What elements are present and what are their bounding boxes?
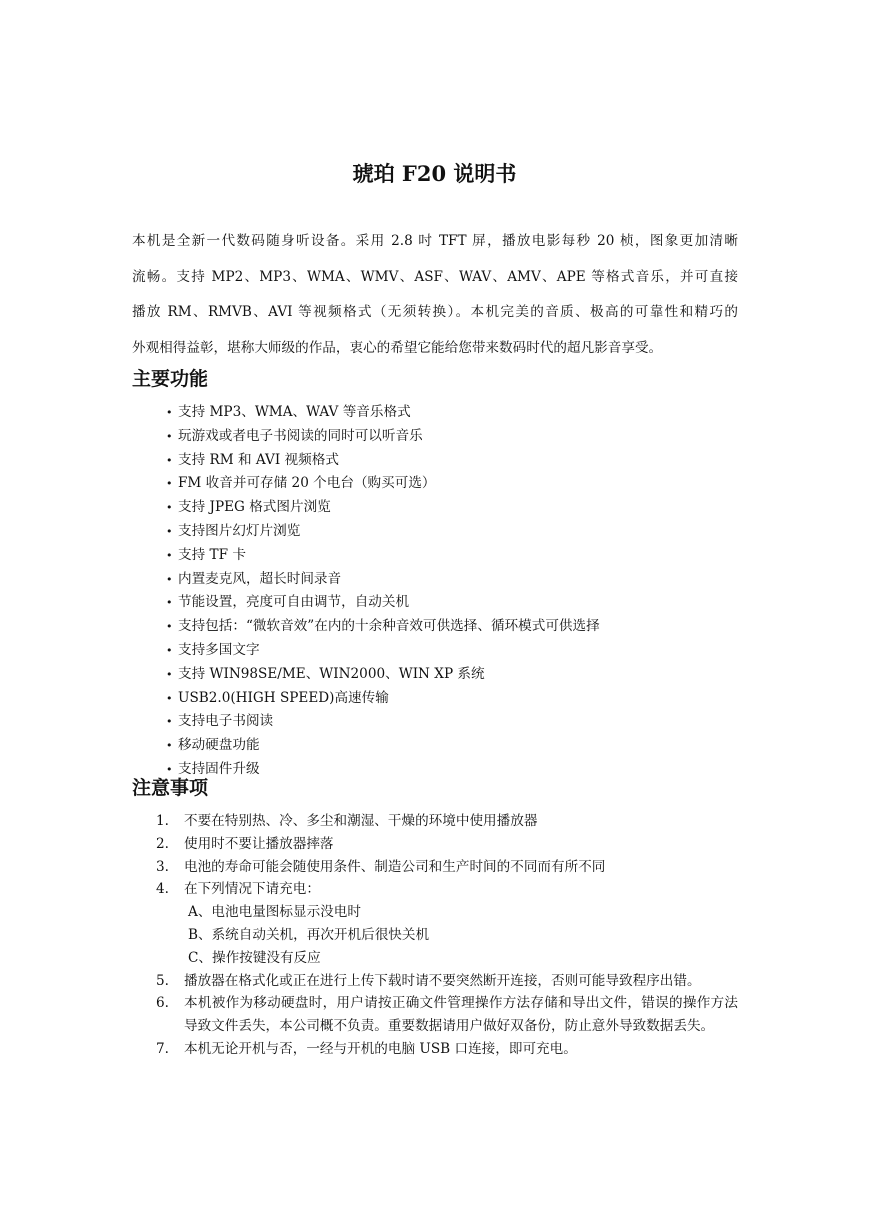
bullet-icon: • xyxy=(166,453,173,467)
bullet-icon: • xyxy=(166,762,173,776)
intro-line: 流畅。支持 MP2、MP3、WMA、WMV、ASF、WAV、AMV、APE 等格式音乐，并可直接 xyxy=(132,268,738,285)
feature-text: 支持包括：“微软音效”在内的十余种音效可供选择、循环模式可供选择 xyxy=(178,618,600,635)
notes-heading: 注意事项 xyxy=(132,777,209,799)
feature-item xyxy=(166,568,600,592)
feature-item xyxy=(166,496,600,520)
feature-item xyxy=(166,710,600,734)
note-item xyxy=(152,810,738,833)
feature-text: 支持 JPEG 格式图片浏览 xyxy=(178,499,331,516)
feature-item xyxy=(166,734,600,758)
feature-item xyxy=(166,687,600,711)
note-text: 本机无论开机与否，一经与开机的电脑 USB 口连接，即可充电。 xyxy=(184,1040,577,1057)
bullet-icon: • xyxy=(166,667,173,681)
intro-line: 外观相得益彰，堪称大师级的作品，衷心的希望它能给您带来数码时代的超凡影音享受。 xyxy=(132,339,663,356)
feature-item xyxy=(166,401,600,425)
feature-text: 支持 RM 和 AVI 视频格式 xyxy=(178,451,339,468)
note-item xyxy=(152,970,738,993)
intro-line: 本机是全新一代数码随身听设备。采用 2.8 吋 TFT 屏，播放电影每秒 20 桢，图象更加清晰 xyxy=(132,233,738,249)
feature-text: 支持多国文字 xyxy=(178,641,260,658)
note-subitem: A、电池电量图标显示没电时 xyxy=(188,904,361,921)
bullet-icon: • xyxy=(166,477,173,491)
feature-text: 节能设置，亮度可自由调节，自动关机 xyxy=(178,594,410,611)
feature-text: 支持图片幻灯片浏览 xyxy=(178,522,301,539)
feature-list xyxy=(166,401,600,782)
bullet-icon: • xyxy=(166,691,173,705)
feature-item xyxy=(166,472,600,496)
feature-text: FM 收音并可存储 20 个电台（购买可选） xyxy=(178,475,436,492)
features-heading: 主要功能 xyxy=(132,368,209,390)
bullet-icon: • xyxy=(166,596,173,610)
note-text: 使用时不要让播放器摔落 xyxy=(184,835,334,852)
notes-list xyxy=(152,810,738,1061)
feature-item xyxy=(166,544,600,568)
note-item xyxy=(152,1038,738,1061)
note-item xyxy=(152,833,738,856)
note-item xyxy=(152,992,738,1038)
feature-item xyxy=(166,663,600,687)
note-text: 电池的寿命可能会随使用条件、制造公司和生产时间的不同而有所不同 xyxy=(184,858,606,875)
feature-item xyxy=(166,639,600,663)
intro-paragraph xyxy=(132,224,738,366)
note-text: 不要在特别热、冷、多尘和潮湿、干燥的环境中使用播放器 xyxy=(184,813,538,829)
note-number: 6. xyxy=(156,995,169,1012)
feature-text: 支持电子书阅读 xyxy=(178,713,274,730)
feature-text: 玩游戏或者电子书阅读的同时可以听音乐 xyxy=(178,427,423,444)
note-text: 播放器在格式化或正在进行上传下载时请不要突然断开连接，否则可能导致程序出错。 xyxy=(184,972,701,989)
feature-text: 移动硬盘功能 xyxy=(178,737,260,754)
bullet-icon: • xyxy=(166,548,173,562)
bullet-icon: • xyxy=(166,572,173,586)
note-subitem: B、系统自动关机，再次开机后很快关机 xyxy=(188,926,430,943)
bullet-icon: • xyxy=(166,643,173,657)
note-number: 1. xyxy=(156,813,169,829)
feature-item xyxy=(166,615,600,639)
note-number: 2. xyxy=(156,835,169,852)
note-number: 4. xyxy=(156,881,169,898)
bullet-icon: • xyxy=(166,406,173,419)
feature-item xyxy=(166,425,600,449)
bullet-icon: • xyxy=(166,524,173,538)
bullet-icon: • xyxy=(166,715,173,729)
feature-text: 支持 TF 卡 xyxy=(178,546,246,563)
bullet-icon: • xyxy=(166,429,173,443)
bullet-icon: • xyxy=(166,620,173,634)
feature-text: USB2.0(HIGH SPEED)高速传输 xyxy=(178,689,389,706)
feature-text: 内置麦克风，超长时间录音 xyxy=(178,570,342,587)
note-item xyxy=(152,878,738,969)
note-subitem: C、操作按键没有反应 xyxy=(188,949,321,966)
note-text: 在下列情况下请充电： xyxy=(184,881,320,898)
note-number: 5. xyxy=(156,972,169,989)
feature-text: 支持 MP3、WMA、WAV 等音乐格式 xyxy=(178,404,411,420)
document-title: 琥珀 F20 说明书 xyxy=(352,161,517,186)
feature-text: 支持固件升级 xyxy=(178,760,260,777)
intro-line: 播放 RM、RMVB、AVI 等视频格式（无须转换）。本机完美的音质、极高的可靠性和精巧的 xyxy=(132,304,738,320)
feature-item xyxy=(166,758,600,782)
feature-item xyxy=(166,449,600,473)
feature-text: 支持 WIN98SE/ME、WIN2000、WIN XP 系统 xyxy=(178,665,485,682)
feature-item xyxy=(166,520,600,544)
bullet-icon: • xyxy=(166,739,173,753)
note-text: 本机被作为移动硬盘时，用户请按正确文件管理操作方法存储和导出文件，错误的操作方法导致文件丢失，本公司概不负责。重要数据请用户做好双备份，防止意外导致数据丢失。 xyxy=(184,995,738,1035)
feature-item xyxy=(166,591,600,615)
bullet-icon: • xyxy=(166,501,173,515)
note-number: 7. xyxy=(156,1040,169,1057)
note-item xyxy=(152,856,738,879)
note-number: 3. xyxy=(156,858,169,875)
